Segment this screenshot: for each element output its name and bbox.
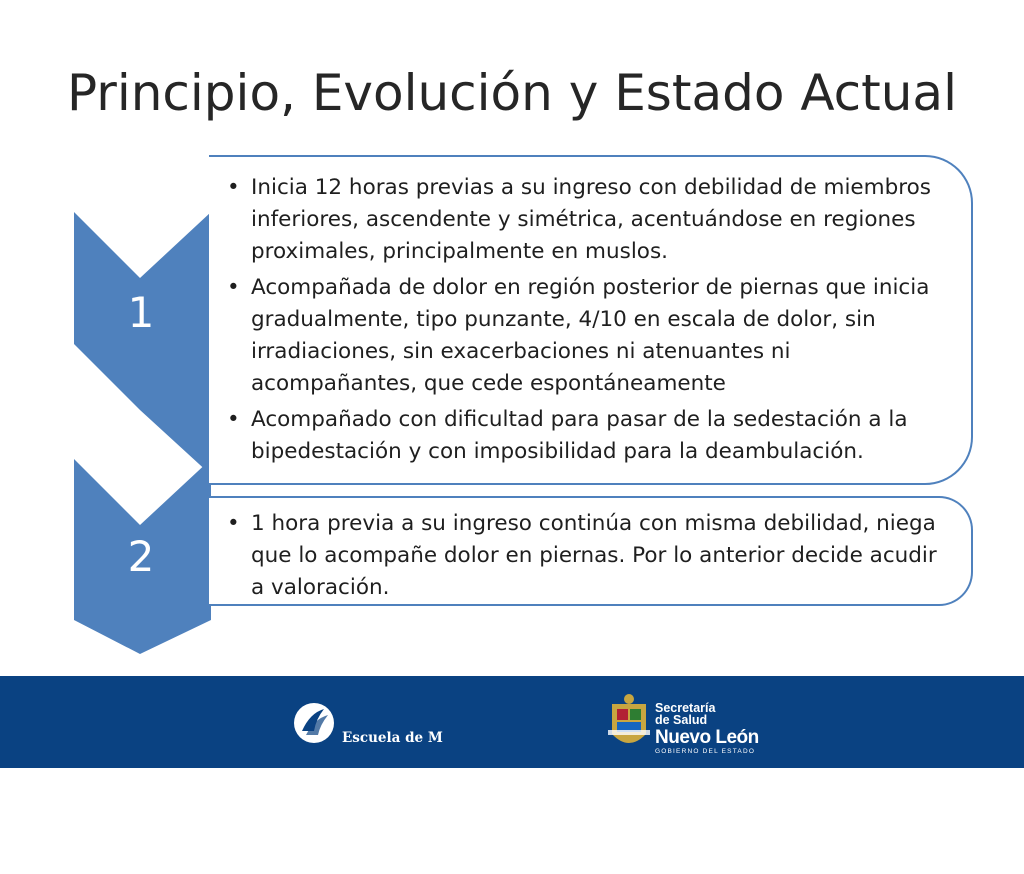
nuevo-leon-line: Nuevo León <box>655 727 759 748</box>
step-1-chevron <box>74 212 211 475</box>
step-1-bullet: • Acompañada de dolor en región posterior de piernas que inicia gradualmente, tipo punzante, 4/10 en escala de dolor, sin irradiaciones, sin exacerbaciones ni atenuantes ni acompañantes, que cede espontáneamente <box>251 272 945 400</box>
step-2-bullet: • 1 hora previa a su ingreso continúa con misma debilidad, niega que lo acompañe dolor en piernas. Por lo anterior decide acudir a valoración. <box>251 508 945 604</box>
step-1-bullet: • Acompañado con dificultad para pasar de la sedestación a la bipedestación y con imposibilidad para la deambulación. <box>251 404 945 468</box>
step-1-bullet-list <box>251 172 945 468</box>
secretaria-line: de Salud <box>655 713 708 727</box>
step-2-number: 2 <box>127 532 155 581</box>
step-1-bullet: • Inicia 12 horas previas a su ingreso con debilidad de miembros inferiores, ascendente y simétrica, acentuándose en regiones proximales, principalmente en muslos. <box>251 172 945 268</box>
step-1-number: 1 <box>127 288 155 337</box>
footer-bar <box>0 676 1024 842</box>
gobierno-line: GOBIERNO DEL ESTADO <box>655 748 756 755</box>
escuela-logo-line: TecSalud <box>342 826 411 842</box>
step-2-bullet-list <box>251 508 945 604</box>
flame-globe-icon <box>292 701 336 745</box>
coat-of-arms-icon <box>606 690 652 754</box>
step-2-box <box>209 496 973 606</box>
slide-title: Principio, Evolución y Estado Actual <box>67 64 957 122</box>
secretaria-line: Secretaría <box>655 701 716 715</box>
step-1-box <box>209 155 973 485</box>
secretaria-logo-text <box>655 702 759 756</box>
escuela-logo-line: Escuela de M <box>342 730 443 746</box>
escuela-logo-text <box>342 698 443 874</box>
escuela-logo-line: Ciencias de l <box>342 778 439 794</box>
